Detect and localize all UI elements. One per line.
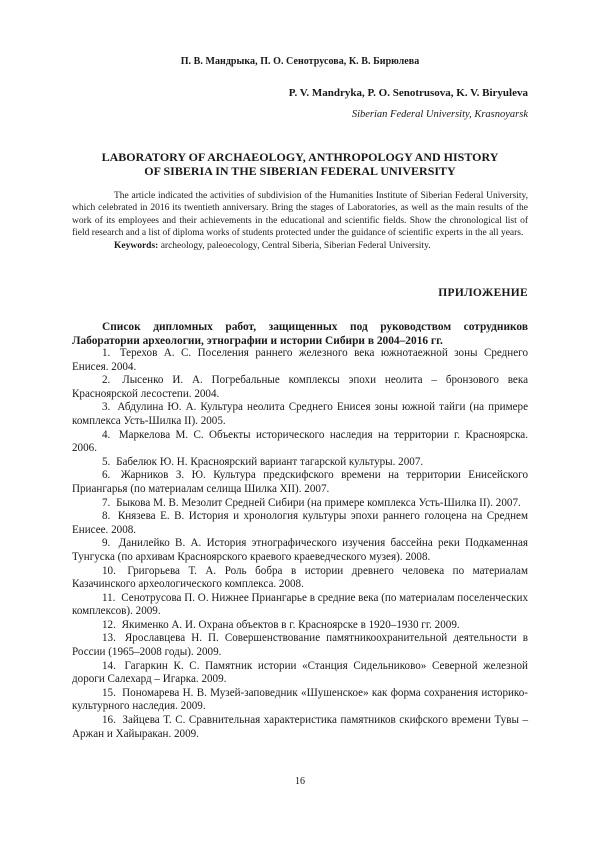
list-item <box>72 347 528 374</box>
article-title-line-1: LABORATORY OF ARCHAEOLOGY, ANTHROPOLOGY AND HISTORY <box>101 150 499 164</box>
article-title <box>72 150 528 178</box>
list-item-number: 7. <box>102 496 111 509</box>
english-authors: P. V. Mandryka, P. O. Senotrusova, K. V. Biryuleva <box>288 87 528 99</box>
list-item <box>72 456 528 470</box>
list-item-number: 13. <box>102 632 116 645</box>
running-header-authors: П. В. Мандрыка, П. О. Сенотрусова, К. В. Бирюлева <box>180 56 420 67</box>
list-item <box>72 619 528 633</box>
list-item-text: Якименко А. И. Охрана объектов в г. Красноярске в 1920–1930 гг. 2009. <box>121 618 460 631</box>
keywords <box>72 240 528 252</box>
list-item-text: Князева Е. В. История и хронология культуры эпохи раннего голоцена на Среднем Енисее. 2008. <box>72 510 528 536</box>
list-item-number: 6. <box>102 469 111 482</box>
list-item <box>72 632 528 659</box>
list-item-number: 8. <box>102 510 111 523</box>
list-item-text: Абдулина Ю. А. Культура неолита Среднего Енисея зоны южной тайги (на примере комплекса Усть-Шилка II). 2005. <box>72 401 528 427</box>
author-affiliation: Siberian Federal University, Krasnoyarsk <box>351 109 528 120</box>
list-item <box>72 497 528 511</box>
keywords-label: Keywords: <box>114 240 159 251</box>
appendix-heading: ПРИЛОЖЕНИЕ <box>438 287 528 299</box>
list-item <box>72 374 528 401</box>
list-item-text: Данилейко В. А. История этнографического изучения бассейна реки Подкаменная Тунгуска (по архивам Красноярского краевого краеведческого музея). 2008. <box>72 537 528 563</box>
list-item <box>72 687 528 714</box>
abstract <box>72 190 528 252</box>
list-item-number: 14. <box>102 659 116 672</box>
diploma-list-heading: Список дипломных работ, защищенных под руководством сотрудников Лаборатории археологии, этнографии и истории Сибири в 2004–2016 гг. <box>72 321 528 347</box>
list-item <box>72 592 528 619</box>
list-item-text: Маркелова М. С. Объекты исторического наследия на территории г. Красноярска. 2006. <box>72 428 528 455</box>
list-item-text: Гагаркин К. С. Памятник истории «Станция Сидельниково» Северной железной дороги Салехард – Игарка. 2009. <box>72 659 528 686</box>
list-item-number: 15. <box>102 686 116 699</box>
abstract-text: The article indicated the activities of subdivision of the Humanities Institute of Siberian Federal University, which celebrated in 2016 its twentieth anniversary. Bring the stages of Laboratories, as well as the main results of the work of its employees and their achievements in the educational and scientific fields. Show the chronological list of field research and a list of diploma works of students protected under the guidance of scientific experts in the all years. <box>72 191 528 239</box>
list-item-text: Бабелюк Ю. Н. Красноярский вариант тагарской культуры. 2007. <box>116 455 424 468</box>
list-item-number: 12. <box>102 618 116 631</box>
list-item-number: 11. <box>102 591 116 604</box>
list-item <box>72 537 528 564</box>
list-item-number: 1. <box>102 347 111 359</box>
list-item-number: 3. <box>102 401 111 414</box>
diploma-list <box>72 347 528 741</box>
list-item-text: Быкова М. В. Мезолит Средней Сибири (на примере комплекса Усть-Шилка II). 2007. <box>116 496 521 509</box>
list-item-text: Сенотрусова П. О. Нижнее Приангарье в средние века (по материалам поселенческих комплексов). 2009. <box>72 591 528 618</box>
list-item-number: 16. <box>102 714 116 727</box>
list-item-number: 10. <box>102 564 116 577</box>
keywords-text: archeology, paleoecology, Central Siberia, Siberian Federal University. <box>160 240 431 251</box>
article-title-line-2: OF SIBERIA IN THE SIBERIAN FEDERAL UNIVERSITY <box>144 164 456 178</box>
list-item-text: Терехов А. С. Поселения раннего железного века южнотаежной зоны Среднего Енисея. 2004. <box>72 347 528 373</box>
list-item-text: Лысенко И. А. Погребальные комплексы эпохи неолита – бронзового века Красноярской лесостепи. 2004. <box>72 374 528 400</box>
list-item-number: 9. <box>102 537 111 550</box>
list-item-number: 4. <box>102 428 111 441</box>
list-item-number: 2. <box>102 374 111 387</box>
list-item-number: 5. <box>102 455 111 468</box>
list-item <box>72 429 528 456</box>
list-item-text: Ярославцева Н. П. Совершенствование памятникоохранительной деятельности в России (1965–2008 годы). 2009. <box>72 632 528 659</box>
list-item <box>72 565 528 592</box>
list-item <box>72 714 528 741</box>
list-item-text: Григорьева Т. А. Роль бобра в истории древнего человека по материалам Казачинского археологического комплекса. 2008. <box>72 564 528 591</box>
list-item <box>72 660 528 687</box>
list-item-text: Зайцева Т. С. Сравнительная характеристика памятников скифского времени Тувы – Аржан и Хайыракан. 2009. <box>72 714 528 740</box>
list-item-text: Пономарева Н. В. Музей-заповедник «Шушенское» как форма сохранения историко-культурного наследия. 2009. <box>72 686 528 713</box>
list-item <box>72 401 528 428</box>
list-item <box>72 469 528 496</box>
page-number: 16 <box>295 776 305 787</box>
list-item <box>72 510 528 537</box>
list-item-text: Жарников З. Ю. Культура предскифского времени на территории Енисейского Приангарья (по материалам селища Шилка XII). 2007. <box>72 469 528 495</box>
